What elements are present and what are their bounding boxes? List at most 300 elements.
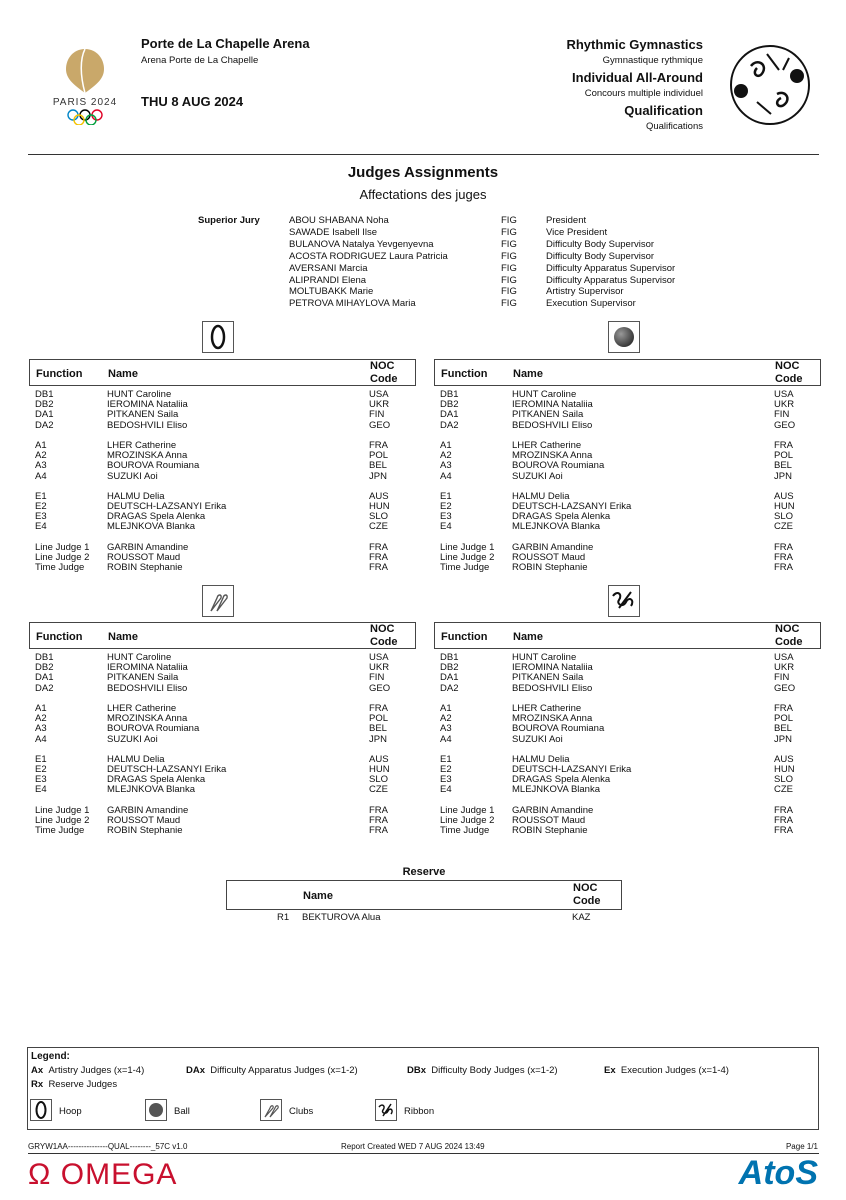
page-title: Judges Assignments — [347, 164, 499, 181]
jury-member-name: AVERSANI Marcia — [289, 262, 368, 274]
judge-name: MLEJNKOVA Blanka — [512, 521, 601, 533]
judge-noc: AUS — [774, 753, 794, 765]
judge-name: MROZINSKA Anna — [107, 450, 188, 462]
jury-member-name: SAWADE Isabell Ilse — [289, 226, 377, 238]
legend-ribbon-icon — [375, 1099, 397, 1121]
judge-name: IEROMINA Nataliia — [512, 399, 593, 411]
judge-name: ROBIN Stephanie — [512, 562, 588, 574]
judge-noc: BEL — [369, 723, 387, 735]
name-header: Name — [108, 368, 138, 380]
name-header: Name — [513, 368, 543, 380]
judge-function: Line Judge 1 — [35, 804, 90, 816]
judge-row — [434, 714, 821, 724]
judge-name: BOUROVA Roumiana — [512, 723, 605, 735]
judge-function: DB2 — [440, 399, 459, 411]
jury-member-role: Difficulty Apparatus Supervisor — [546, 262, 676, 274]
judge-row — [29, 724, 416, 734]
judges-table-ribbon — [434, 622, 821, 836]
judge-row — [29, 775, 416, 785]
judge-function: DB1 — [35, 389, 54, 400]
judge-function: E4 — [35, 521, 47, 533]
jury-member-org: FIG — [501, 238, 517, 250]
judge-function: E2 — [35, 501, 47, 513]
judge-name: LHER Catherine — [107, 702, 177, 714]
judge-noc: CZE — [774, 784, 793, 796]
judge-function: E2 — [440, 764, 452, 776]
judge-name: BEDOSHVILI Eliso — [512, 682, 593, 694]
judge-function: DB1 — [35, 652, 54, 663]
judge-noc: SLO — [774, 511, 794, 523]
judge-noc: FRA — [774, 552, 793, 563]
judge-name: DRAGAS Spela Alenka — [107, 774, 206, 786]
superior-jury-row — [0, 263, 846, 275]
judge-noc: FRA — [369, 562, 388, 574]
jury-member-org: FIG — [501, 286, 517, 298]
judge-noc: USA — [369, 389, 389, 400]
judge-function: A1 — [35, 702, 47, 714]
judge-row — [434, 421, 821, 431]
judge-function: Line Judge 1 — [440, 804, 495, 816]
judge-name: DRAGAS Spela Alenka — [107, 511, 206, 523]
judge-noc: FRA — [774, 815, 793, 826]
judge-name: HUNT Caroline — [107, 389, 172, 400]
header-divider — [28, 154, 819, 155]
judge-name: SUZUKI Aoi — [512, 733, 563, 745]
judge-row — [29, 663, 416, 673]
judge-function: A4 — [35, 733, 47, 745]
sport-name: Rhythmic Gymnastics — [566, 37, 703, 52]
judge-row — [434, 775, 821, 785]
legend-clubs-label: Clubs — [289, 1106, 314, 1117]
judge-noc: BEL — [774, 460, 792, 472]
reserve-noc-header: NOC Code — [573, 882, 601, 907]
function-header: Function — [441, 631, 488, 643]
judge-name: LHER Catherine — [107, 439, 177, 451]
judge-name: ROUSSOT Maud — [512, 815, 586, 826]
judge-noc: GEO — [369, 682, 391, 694]
jury-member-org: FIG — [501, 215, 517, 226]
judge-function: A3 — [440, 723, 452, 735]
legend-clubs-icon — [260, 1099, 282, 1121]
judges-table-clubs — [29, 622, 416, 836]
judge-row — [434, 663, 821, 673]
judge-name: HALMU Delia — [107, 753, 165, 765]
judge-row — [29, 765, 416, 775]
judge-function: E4 — [440, 521, 452, 533]
judge-row — [434, 563, 821, 573]
legend-entry-execution: Ex Execution Judges (x=1-4) — [604, 1065, 729, 1076]
sport-name-fr: Gymnastique rythmique — [602, 55, 703, 66]
judge-noc: HUN — [774, 501, 795, 513]
judge-name: BEDOSHVILI Eliso — [107, 682, 188, 694]
judge-noc: FRA — [774, 439, 793, 451]
judge-function: Line Judge 1 — [35, 541, 90, 553]
judge-function: A2 — [440, 713, 452, 725]
function-header: Function — [441, 368, 488, 380]
judge-name: ROUSSOT Maud — [512, 552, 586, 563]
judge-name: MLEJNKOVA Blanka — [512, 784, 601, 796]
judge-function: E3 — [440, 774, 452, 786]
judge-noc: JPN — [774, 470, 792, 482]
judge-name: PITKANEN Saila — [512, 409, 584, 421]
judge-noc: SLO — [369, 511, 389, 523]
paris-2024-logo — [50, 45, 120, 125]
judge-function: E2 — [35, 764, 47, 776]
judge-name: SUZUKI Aoi — [512, 470, 563, 482]
judge-row — [29, 735, 416, 745]
judge-noc: SLO — [774, 774, 794, 786]
jury-member-name: BULANOVA Natalya Yevgenyevna — [289, 238, 434, 250]
legend-entry-difficulty-body: DBx Difficulty Body Judges (x=1-2) — [407, 1065, 558, 1076]
judge-function: E1 — [35, 490, 47, 502]
judge-name: MLEJNKOVA Blanka — [107, 521, 196, 533]
judge-row — [434, 704, 821, 714]
judge-row — [434, 522, 821, 532]
legend-hoop-label: Hoop — [59, 1106, 82, 1117]
judge-function: E4 — [440, 784, 452, 796]
judge-name: IEROMINA Nataliia — [107, 662, 188, 674]
judge-noc: JPN — [369, 733, 387, 745]
judge-name: HUNT Caroline — [107, 652, 172, 663]
jury-member-org: FIG — [501, 274, 517, 286]
judge-noc: FRA — [774, 804, 793, 816]
legend-ball-label: Ball — [174, 1106, 190, 1117]
judge-row — [434, 826, 821, 836]
judge-row — [434, 684, 821, 694]
judge-function: E2 — [440, 501, 452, 513]
judge-noc: USA — [774, 652, 794, 663]
judge-name: BEDOSHVILI Eliso — [512, 419, 593, 431]
superior-jury-label: Superior Jury — [198, 215, 260, 226]
event-info — [566, 36, 703, 135]
judge-noc: UKR — [774, 662, 795, 674]
reserve-noc: KAZ — [572, 912, 591, 923]
judge-function: Line Judge 2 — [440, 815, 495, 826]
judge-function: Time Judge — [440, 825, 490, 837]
judge-row — [434, 765, 821, 775]
judge-name: LHER Catherine — [512, 439, 582, 451]
jury-member-name: MOLTUBAKK Marie — [289, 286, 374, 298]
judge-name: ROUSSOT Maud — [107, 552, 181, 563]
judge-row — [434, 472, 821, 482]
judge-row — [29, 472, 416, 482]
reserve-table-header — [226, 880, 622, 910]
judges-table-ball — [434, 359, 821, 573]
name-header: Name — [108, 631, 138, 643]
judge-row — [29, 451, 416, 461]
jury-member-name: ABOU SHABANA Noha — [289, 215, 389, 226]
judge-row — [434, 553, 821, 563]
reserve-function: R1 — [277, 912, 290, 923]
judge-noc: POL — [774, 450, 794, 462]
judge-function: DA1 — [440, 672, 459, 684]
judge-row — [434, 502, 821, 512]
legend-entry-reserve: Rx Reserve Judges — [31, 1079, 118, 1090]
judge-name: BEDOSHVILI Eliso — [107, 419, 188, 431]
judge-noc: GEO — [774, 682, 796, 694]
jury-member-org: FIG — [501, 262, 517, 274]
ribbon-icon — [608, 585, 640, 617]
judge-name: DRAGAS Spela Alenka — [512, 774, 611, 786]
judge-row — [29, 684, 416, 694]
noc-code-header: NOC Code — [370, 360, 398, 385]
judge-noc: USA — [774, 389, 794, 400]
judge-noc: FRA — [369, 815, 388, 826]
judge-row — [434, 512, 821, 522]
judge-name: HALMU Delia — [512, 753, 570, 765]
judge-function: DA1 — [35, 409, 54, 421]
legend — [27, 1047, 819, 1130]
jury-member-name: ACOSTA RODRIGUEZ Laura Patricia — [289, 250, 448, 262]
judge-row — [29, 421, 416, 431]
judge-name: ROBIN Stephanie — [107, 825, 183, 837]
judge-noc: FRA — [774, 562, 793, 574]
judge-function: A1 — [440, 702, 452, 714]
judge-noc: FRA — [369, 541, 388, 553]
judge-row — [29, 653, 416, 663]
reserve-name-header: Name — [303, 890, 333, 902]
judge-function: E3 — [35, 774, 47, 786]
judge-noc: HUN — [774, 764, 795, 776]
judge-row — [434, 653, 821, 663]
footer-divider — [28, 1153, 819, 1154]
atos-logo: AtoS — [738, 1154, 818, 1192]
judge-function: A1 — [35, 439, 47, 451]
judge-noc: FRA — [774, 825, 793, 837]
judge-function: A3 — [35, 460, 47, 472]
event-name-fr: Concours multiple individuel — [584, 88, 703, 99]
event-date: THU 8 AUG 2024 — [141, 94, 244, 109]
judge-function: Line Judge 1 — [440, 541, 495, 553]
jury-member-role: President — [546, 215, 587, 226]
judge-name: ROUSSOT Maud — [107, 815, 181, 826]
reserve-name: BEKTUROVA Alua — [302, 912, 381, 923]
judge-name: ROBIN Stephanie — [512, 825, 588, 837]
judge-row — [29, 714, 416, 724]
legend-entry-artistry: Ax Artistry Judges (x=1-4) — [31, 1065, 145, 1076]
page-number: Page 1/1 — [785, 1142, 818, 1151]
judges-table-header — [434, 359, 821, 386]
jury-member-role: Difficulty Body Supervisor — [546, 238, 655, 250]
judge-name: SUZUKI Aoi — [107, 733, 158, 745]
superior-jury-row — [0, 251, 846, 263]
page-subtitle: Affectations des juges — [359, 187, 487, 202]
judge-row — [29, 410, 416, 420]
judge-row — [29, 502, 416, 512]
judge-name: ROBIN Stephanie — [107, 562, 183, 574]
judge-row — [434, 451, 821, 461]
judge-function: E1 — [35, 753, 47, 765]
superior-jury-row — [0, 215, 846, 227]
judge-function: DB2 — [35, 399, 54, 411]
judge-function: E3 — [440, 511, 452, 523]
jury-member-org: FIG — [501, 298, 517, 310]
judge-name: DEUTSCH-LAZSANYI Erika — [512, 501, 632, 513]
judge-noc: FRA — [369, 825, 388, 837]
judge-name: GARBIN Amandine — [512, 804, 594, 816]
judge-noc: AUS — [369, 753, 389, 765]
judge-noc: USA — [369, 652, 389, 663]
judge-function: A4 — [35, 470, 47, 482]
omega-logo: Ω OMEGA — [28, 1158, 178, 1191]
function-header: Function — [36, 368, 83, 380]
judge-noc: GEO — [774, 419, 796, 431]
judge-noc: JPN — [369, 470, 387, 482]
jury-member-role: Difficulty Body Supervisor — [546, 250, 655, 262]
report-code: GRYW1AA---------------QUAL--------_57C v1.0 — [28, 1142, 188, 1151]
jury-member-role: Execution Supervisor — [546, 298, 636, 310]
judge-noc: BEL — [774, 723, 792, 735]
function-header: Function — [36, 631, 83, 643]
judge-name: GARBIN Amandine — [107, 804, 189, 816]
judge-noc: HUN — [369, 501, 390, 513]
judge-name: HUNT Caroline — [512, 652, 577, 663]
judge-function: DB1 — [440, 652, 459, 663]
judge-function: DB1 — [440, 389, 459, 400]
clubs-icon — [202, 585, 234, 617]
logo-text: PARIS 2024 — [52, 97, 118, 108]
judge-row — [29, 816, 416, 826]
jury-member-role: Artistry Supervisor — [546, 286, 624, 298]
hoop-icon — [202, 321, 234, 353]
judge-function: DB2 — [440, 662, 459, 674]
name-header: Name — [513, 631, 543, 643]
judge-function: Time Judge — [35, 562, 85, 574]
judge-name: DEUTSCH-LAZSANYI Erika — [512, 764, 632, 776]
noc-code-header: NOC Code — [775, 623, 803, 648]
judge-noc: FIN — [369, 409, 385, 421]
judges-table-body — [434, 390, 821, 573]
judge-name: MLEJNKOVA Blanka — [107, 784, 196, 796]
judge-noc: FRA — [369, 552, 388, 563]
judge-noc: UKR — [369, 399, 390, 411]
judge-noc: FIN — [369, 672, 385, 684]
judge-row — [29, 563, 416, 573]
phase-name-fr: Qualifications — [645, 121, 703, 132]
jury-member-role: Vice President — [546, 226, 608, 238]
judge-row — [29, 512, 416, 522]
judge-function: Line Judge 2 — [35, 552, 90, 563]
venue-name-fr: Arena Porte de La Chapelle — [141, 55, 259, 66]
judge-row — [434, 724, 821, 734]
judge-function: Time Judge — [35, 825, 85, 837]
judge-noc: FRA — [774, 702, 793, 714]
venue-name: Porte de La Chapelle Arena — [141, 36, 310, 51]
judge-name: BOUROVA Roumiana — [107, 460, 200, 472]
judge-noc: GEO — [369, 419, 391, 431]
judge-noc: POL — [774, 713, 794, 725]
judge-noc: FIN — [774, 672, 790, 684]
jury-member-name: PETROVA MIHAYLOVA Maria — [289, 298, 416, 310]
superior-jury-row — [0, 286, 846, 298]
judge-name: LHER Catherine — [512, 702, 582, 714]
judge-function: DA1 — [35, 672, 54, 684]
judge-noc: AUS — [369, 490, 389, 502]
judge-function: DA2 — [440, 682, 459, 694]
judge-row — [434, 816, 821, 826]
judge-noc: UKR — [774, 399, 795, 411]
judge-row — [29, 461, 416, 471]
judge-row — [29, 673, 416, 683]
judge-name: PITKANEN Saila — [107, 409, 179, 421]
judge-noc: CZE — [369, 521, 388, 533]
judge-row — [29, 826, 416, 836]
judge-row — [29, 704, 416, 714]
judge-name: HUNT Caroline — [512, 389, 577, 400]
judge-row — [434, 441, 821, 451]
judge-noc: CZE — [774, 521, 793, 533]
judge-noc: FRA — [369, 804, 388, 816]
judge-function: Time Judge — [440, 562, 490, 574]
judge-function: DA1 — [440, 409, 459, 421]
jury-member-name: ALIPRANDI Elena — [289, 274, 367, 286]
judge-function: A1 — [440, 439, 452, 451]
reserve-row — [226, 912, 622, 923]
judge-name: MROZINSKA Anna — [512, 713, 593, 725]
judge-noc: FRA — [774, 541, 793, 553]
legend-hoop-icon — [30, 1099, 52, 1121]
judge-name: GARBIN Amandine — [107, 541, 189, 553]
superior-jury-row — [0, 227, 846, 239]
judge-function: A4 — [440, 733, 452, 745]
legend-ball-icon — [145, 1099, 167, 1121]
judge-noc: AUS — [774, 490, 794, 502]
judge-noc: JPN — [774, 733, 792, 745]
judge-function: E3 — [35, 511, 47, 523]
judge-function: DA2 — [35, 419, 54, 431]
noc-code-header: NOC Code — [370, 623, 398, 648]
ball-icon — [608, 321, 640, 353]
judge-function: DA2 — [440, 419, 459, 431]
judge-row — [434, 400, 821, 410]
judge-row — [434, 410, 821, 420]
judge-row — [434, 390, 821, 400]
judge-name: DEUTSCH-LAZSANYI Erika — [107, 501, 227, 513]
judges-table-header — [29, 622, 416, 649]
judge-noc: POL — [369, 713, 389, 725]
judge-function: A2 — [440, 450, 452, 462]
judge-name: GARBIN Amandine — [512, 541, 594, 553]
judges-table-header — [434, 622, 821, 649]
judge-function: Line Judge 2 — [35, 815, 90, 826]
judge-name: DRAGAS Spela Alenka — [512, 511, 611, 523]
judge-noc: FIN — [774, 409, 790, 421]
judge-noc: FRA — [369, 439, 388, 451]
judge-function: DA2 — [35, 682, 54, 694]
judge-row — [29, 390, 416, 400]
judge-row — [434, 673, 821, 683]
judge-row — [29, 522, 416, 532]
jury-member-org: FIG — [501, 226, 517, 238]
phase-name: Qualification — [624, 103, 703, 118]
judge-name: MROZINSKA Anna — [512, 450, 593, 462]
judges-table-body — [434, 653, 821, 836]
legend-title: Legend: — [31, 1051, 70, 1062]
judge-row — [29, 441, 416, 451]
judge-name: BOUROVA Roumiana — [512, 460, 605, 472]
legend-entry-difficulty-apparatus: DAx Difficulty Apparatus Judges (x=1-2) — [186, 1065, 358, 1076]
judge-function: A3 — [440, 460, 452, 472]
legend-ribbon-label: Ribbon — [404, 1106, 435, 1117]
judge-name: MROZINSKA Anna — [107, 713, 188, 725]
judge-noc: UKR — [369, 662, 390, 674]
judges-table-hoop — [29, 359, 416, 573]
judge-name: HALMU Delia — [512, 490, 570, 502]
judge-function: A2 — [35, 713, 47, 725]
judge-function: DB2 — [35, 662, 54, 674]
superior-jury-row — [0, 239, 846, 251]
judge-noc: FRA — [369, 702, 388, 714]
